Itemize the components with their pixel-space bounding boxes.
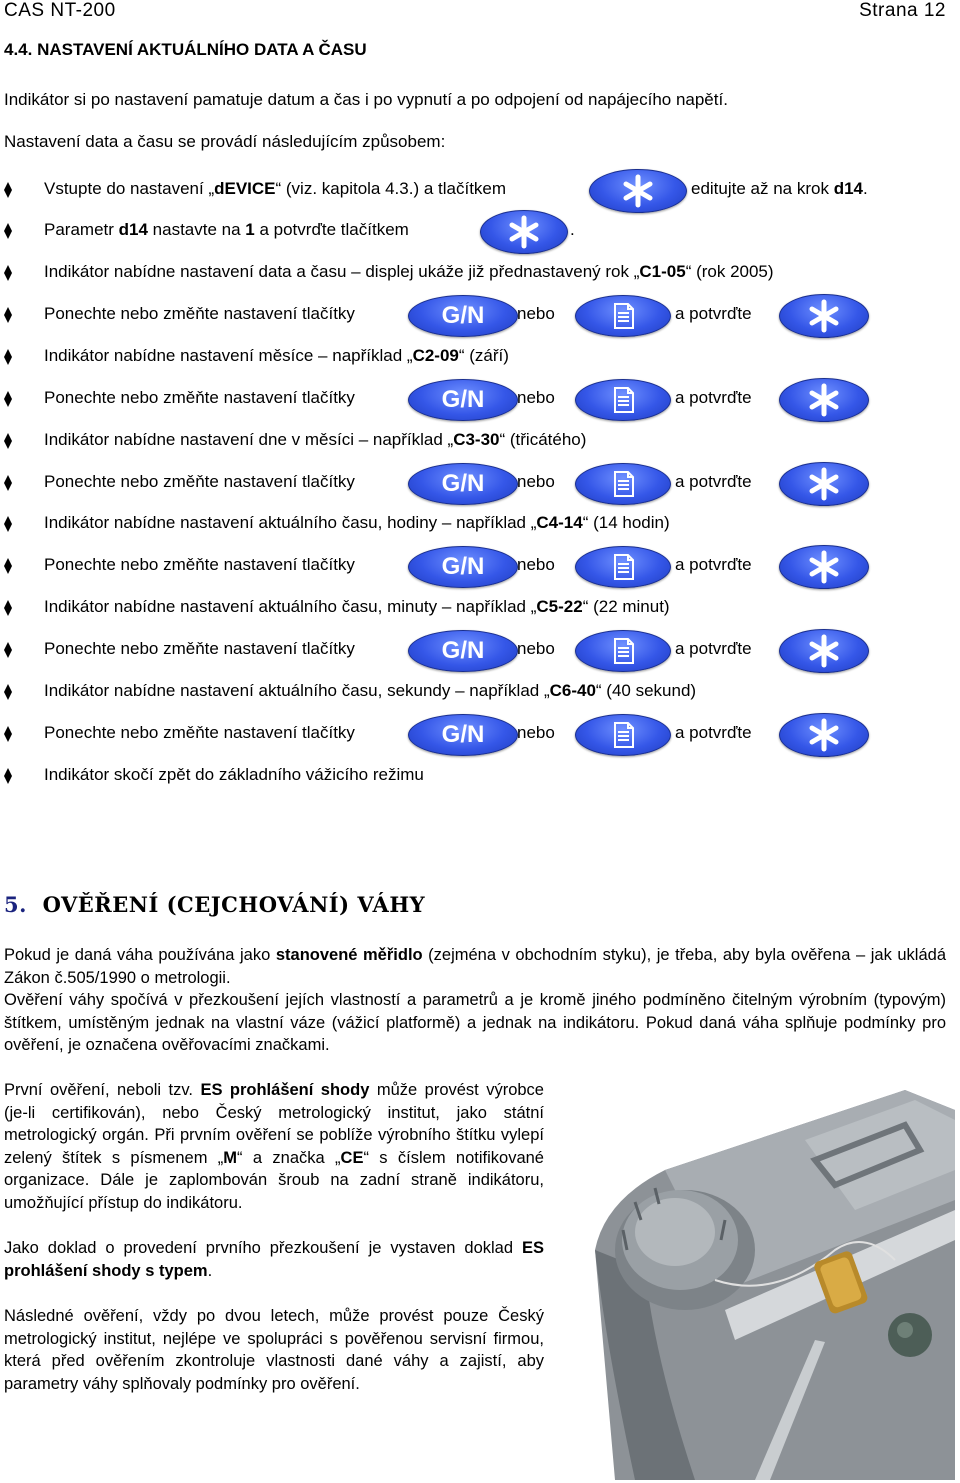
step1-text-b: dEVICE [214, 179, 276, 198]
keep-row [0, 379, 960, 419]
keep-text: Ponechte nebo změňte nastavení tlačítky [44, 723, 355, 742]
confirm-text: a potvrďte [675, 472, 752, 491]
document-button-icon[interactable] [575, 379, 671, 421]
step1-text-c: “ (viz. kapitola 4.3.) a tlačítkem [275, 179, 507, 198]
nebo-text: nebo [517, 472, 555, 491]
offer-text-post: “ (22 minut) [582, 597, 670, 616]
keep-row [0, 546, 960, 586]
p3-text-b: ES prohlášení shody [200, 1081, 370, 1099]
gn-button[interactable] [408, 546, 518, 588]
offer-text-post: “ (září) [458, 346, 509, 365]
p3-text-e: “ a značka „ [237, 1148, 341, 1167]
offer-row [0, 337, 960, 377]
offer-code: C1-05 [639, 262, 686, 281]
p1-text-a: Pokud je daná váha používána jako [4, 946, 276, 964]
diamond-bullet-icon [3, 682, 13, 702]
step1-text-e: d14 [833, 179, 863, 198]
keep-text: Ponechte nebo změňte nastavení tlačítky [44, 555, 355, 574]
diamond-bullet-icon [3, 473, 13, 493]
step2-text-b: d14 [118, 220, 148, 239]
section5-paragraph-1 [4, 944, 946, 989]
nebo-text: nebo [517, 388, 555, 407]
gn-button[interactable] [408, 295, 518, 337]
diamond-bullet-icon [3, 180, 13, 200]
document-button-icon[interactable] [575, 546, 671, 588]
nebo-text: nebo [517, 304, 555, 323]
offer-code: C5-22 [536, 597, 583, 616]
final-text: Indikátor skočí zpět do základního vážicího režimu [44, 765, 424, 784]
keep-text: Ponechte nebo změňte nastavení tlačítky [44, 639, 355, 658]
gn-button-label: G/N [441, 470, 485, 497]
diamond-bullet-icon [3, 598, 13, 618]
gn-button[interactable] [408, 463, 518, 505]
keep-text: Ponechte nebo změňte nastavení tlačítky [44, 304, 355, 323]
section5-paragraph-5: Následné ověření, vždy po dvou letech, může provést pouze Český metrologický institut, nejlépe ve spolupráci s pověřenou servisní firmou, která před ověřením zkontroluje vlastnosti dané váhy a zajistí, aby parametry váhy splňovaly podmínky pro ověření. [4, 1307, 544, 1393]
step-row-1 [0, 170, 960, 210]
offer-text-pre: Indikátor nabídne nastavení dne v měsíci – například „ [44, 430, 454, 449]
step1-text-d: editujte až na krok [691, 179, 834, 198]
offer-text-post: “ (třicátého) [499, 430, 587, 449]
diamond-bullet-icon [3, 766, 13, 786]
p4-text-a: Jako doklad o provedení prvního přezkoušení je vystaven doklad [4, 1239, 522, 1257]
step1-text-a: Vstupte do nastavení „ [44, 179, 215, 198]
offer-code: C2-09 [412, 346, 459, 365]
keep-text: Ponechte nebo změňte nastavení tlačítky [44, 388, 355, 407]
offer-row [0, 253, 960, 293]
offer-text-pre: Indikátor nabídne nastavení měsíce – například „ [44, 346, 413, 365]
confirm-text: a potvrďte [675, 388, 752, 407]
section5-paragraph-3 [4, 1079, 544, 1214]
step2-text-e: a potvrďte tlačítkem [254, 220, 409, 239]
p3-text-g: “ s číslem notifikované organizace. Dále je zaplombován šroub na zadní straně indikátoru, umožňující přístup do indikátoru. [4, 1148, 544, 1212]
intro-paragraph-2: Nastavení data a času se provádí následujícím způsobem: [4, 132, 446, 151]
offer-code: C6-40 [549, 681, 596, 700]
section5-heading [4, 892, 425, 917]
gn-button-label: G/N [441, 637, 485, 664]
nebo-text: nebo [517, 723, 555, 742]
section-title: 4.4. NASTAVENÍ AKTUÁLNÍHO DATA A ČASU [4, 40, 367, 59]
offer-code: C3-30 [453, 430, 500, 449]
gn-button-label: G/N [441, 386, 485, 413]
offer-text-post: “ (40 sekund) [595, 681, 697, 700]
diamond-bullet-icon [3, 221, 13, 241]
star-button-icon[interactable] [779, 713, 869, 757]
document-button-icon[interactable] [575, 714, 671, 756]
intro-paragraph-1: Indikátor si po nastavení pamatuje datum a čas i po vypnutí a po odpojení od napájecího napětí. [4, 90, 728, 109]
nebo-text: nebo [517, 639, 555, 658]
diamond-bullet-icon [3, 347, 13, 367]
gn-button[interactable] [408, 714, 518, 756]
document-button-icon[interactable] [575, 463, 671, 505]
offer-row [0, 672, 960, 712]
star-button-icon[interactable] [480, 210, 568, 254]
offer-text-post: “ (14 hodin) [582, 513, 670, 532]
diamond-bullet-icon [3, 389, 13, 409]
diamond-bullet-icon [3, 640, 13, 660]
diamond-bullet-icon [3, 431, 13, 451]
document-button-icon[interactable] [575, 630, 671, 672]
p4-text-c: . [207, 1261, 213, 1280]
gn-button[interactable] [408, 630, 518, 672]
gn-button[interactable] [408, 379, 518, 421]
confirm-text: a potvrďte [675, 723, 752, 742]
step2-text-f: . [570, 220, 575, 239]
star-button-icon[interactable] [779, 462, 869, 506]
diamond-bullet-icon [3, 305, 13, 325]
gn-button-label: G/N [441, 302, 485, 329]
p1-text-b: stanovené měřidlo [275, 946, 423, 964]
keep-row [0, 463, 960, 503]
star-button-icon[interactable] [779, 378, 869, 422]
gn-button-label: G/N [441, 721, 485, 748]
confirm-text: a potvrďte [675, 639, 752, 658]
p3-text-a: První ověření, neboli tzv. [4, 1081, 201, 1099]
keep-text: Ponechte nebo změňte nastavení tlačítky [44, 472, 355, 491]
keep-row [0, 295, 960, 335]
diamond-bullet-icon [3, 263, 13, 283]
step1-text-f: . [863, 179, 868, 198]
document-button-icon[interactable] [575, 295, 671, 337]
offer-code: C4-14 [536, 513, 583, 532]
offer-text-pre: Indikátor nabídne nastavení data a času – displej ukáže již přednastavený rok „ [44, 262, 640, 281]
keep-row [0, 630, 960, 670]
sealed-indicator-photo [575, 1080, 955, 1480]
section5-title: OVĚŘENÍ (CEJCHOVÁNÍ) VÁHY [42, 892, 426, 917]
p3-text-d: M [223, 1148, 238, 1167]
p3-text-c: může provést výrobce (je-li certifikován), nebo Český metrologický institut, jako státní metrologický orgán. Při prvním ověření se poblíže výrobního štítku vylepí zelený štítek s písmenem „ [4, 1081, 544, 1167]
diamond-bullet-icon [3, 556, 13, 576]
section5-paragraph-2: Ověření váhy spočívá v přezkoušení jejích vlastností a parametrů a je kromě jiného podmíněno čitelným výrobním (typovým) štítkem, umístěným jednak na vlastní váze (vážicí platformě) a jednak na indikátoru. Pokud daná váha splňuje podmínky pro ověření, je označena ověřovacími značkami. [4, 991, 946, 1054]
step-row-2 [0, 211, 960, 251]
nebo-text: nebo [517, 555, 555, 574]
offer-row [0, 421, 960, 461]
header-right: Strana 12 [859, 0, 946, 21]
step2-text-d: 1 [245, 220, 255, 239]
header-left: CAS NT-200 [4, 0, 116, 21]
star-button-icon[interactable] [589, 169, 687, 213]
p1-text-c: (zejména v obchodním styku), je třeba, aby byla ověřena – jak ukládá Zákon č.505/1990 o metrologii. [4, 946, 946, 987]
section5-number: 5. [4, 892, 27, 917]
p4-text-b: ES prohlášení shody s typem [4, 1239, 544, 1280]
gn-button-label: G/N [441, 553, 485, 580]
diamond-bullet-icon [3, 514, 13, 534]
star-button-icon[interactable] [779, 545, 869, 589]
p3-text-f: CE [340, 1148, 364, 1167]
section5-paragraph-4 [4, 1237, 544, 1282]
star-button-icon[interactable] [779, 294, 869, 338]
offer-text-pre: Indikátor nabídne nastavení aktuálního času, hodiny – například „ [44, 513, 537, 532]
offer-text-pre: Indikátor nabídne nastavení aktuálního času, minuty – například „ [44, 597, 537, 616]
offer-row [0, 504, 960, 544]
confirm-text: a potvrďte [675, 304, 752, 323]
offer-text-pre: Indikátor nabídne nastavení aktuálního času, sekundy – například „ [44, 681, 550, 700]
offer-text-post: “ (rok 2005) [685, 262, 774, 281]
step2-text-c: nastavte na [147, 220, 246, 239]
step2-text-a: Parametr [44, 220, 119, 239]
diamond-bullet-icon [3, 724, 13, 744]
offer-row [0, 588, 960, 628]
confirm-text: a potvrďte [675, 555, 752, 574]
keep-row [0, 714, 960, 754]
star-button-icon[interactable] [779, 629, 869, 673]
final-row [0, 756, 960, 796]
